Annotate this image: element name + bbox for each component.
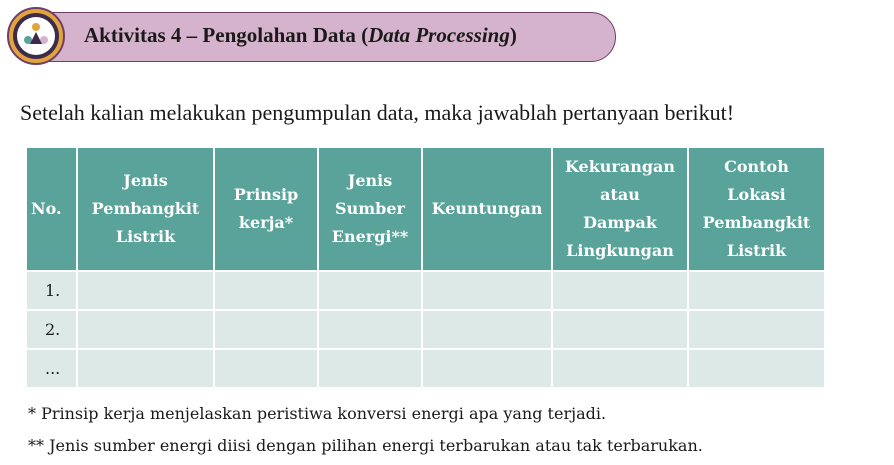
column-header-line: Listrik (115, 227, 176, 246)
instruction-text: Setelah kalian melakukan pengumpulan data, maka jawablah pertanyaan berikut! (20, 100, 735, 125)
column-header-line: Listrik (726, 241, 787, 260)
column-header-line: Prinsip (233, 185, 299, 204)
column-header-line: Dampak (583, 213, 657, 232)
column-header-line: Lokasi (727, 185, 786, 204)
empty-answer-cell[interactable] (318, 349, 422, 388)
empty-answer-cell[interactable] (688, 310, 825, 349)
empty-answer-cell[interactable] (318, 310, 422, 349)
activity-banner (6, 10, 616, 66)
table-row (26, 271, 825, 310)
empty-answer-cell[interactable] (77, 271, 214, 310)
column-header (422, 147, 552, 271)
empty-answer-cell[interactable] (422, 349, 552, 388)
column-header (214, 147, 318, 271)
column-header (318, 147, 422, 271)
table-row (26, 349, 825, 388)
empty-answer-cell[interactable] (688, 349, 825, 388)
column-header-line: Kekurangan (564, 157, 676, 176)
empty-answer-cell[interactable] (214, 349, 318, 388)
empty-answer-cell[interactable] (77, 310, 214, 349)
data-table (25, 146, 826, 389)
empty-answer-cell[interactable] (552, 349, 688, 388)
column-header-line: Pembangkit (702, 213, 811, 232)
empty-answer-cell[interactable] (552, 271, 688, 310)
table-row (26, 310, 825, 349)
column-header-line: Keuntungan (431, 199, 543, 218)
activity-title: Aktivitas 4 – Pengolahan Data (Data Processing) (84, 23, 517, 47)
column-header-line: Energi** (331, 227, 409, 246)
row-number-cell: 2. (26, 310, 77, 349)
empty-answer-cell[interactable] (77, 349, 214, 388)
column-header-line: Contoh (724, 157, 789, 176)
row-number-cell: ... (26, 349, 77, 388)
footnote-2: ** Jenis sumber energi diisi dengan pilihan energi terbarukan atau tak terbarukan. (28, 436, 703, 455)
column-header (26, 147, 77, 271)
column-header (688, 147, 825, 271)
column-header-line: Lingkungan (566, 241, 674, 260)
empty-answer-cell[interactable] (422, 310, 552, 349)
column-header (552, 147, 688, 271)
empty-answer-cell[interactable] (688, 271, 825, 310)
column-header-line: atau (600, 185, 640, 204)
table-header-row (26, 147, 825, 271)
activity-badge-icon (6, 6, 66, 66)
column-header-line: Sumber (335, 199, 405, 218)
empty-answer-cell[interactable] (318, 271, 422, 310)
column-header (77, 147, 214, 271)
footnote-1: * Prinsip kerja menjelaskan peristiwa konversi energi apa yang terjadi. (28, 404, 607, 423)
column-header-line: kerja* (238, 213, 294, 232)
empty-answer-cell[interactable] (214, 271, 318, 310)
column-header-line: No. (31, 199, 62, 218)
empty-answer-cell[interactable] (552, 310, 688, 349)
empty-answer-cell[interactable] (422, 271, 552, 310)
empty-answer-cell[interactable] (214, 310, 318, 349)
column-header-line: Jenis (123, 171, 168, 190)
column-header-line: Pembangkit (91, 199, 200, 218)
column-header-line: Jenis (347, 171, 393, 190)
row-number-cell: 1. (26, 271, 77, 310)
table-body (26, 271, 825, 388)
